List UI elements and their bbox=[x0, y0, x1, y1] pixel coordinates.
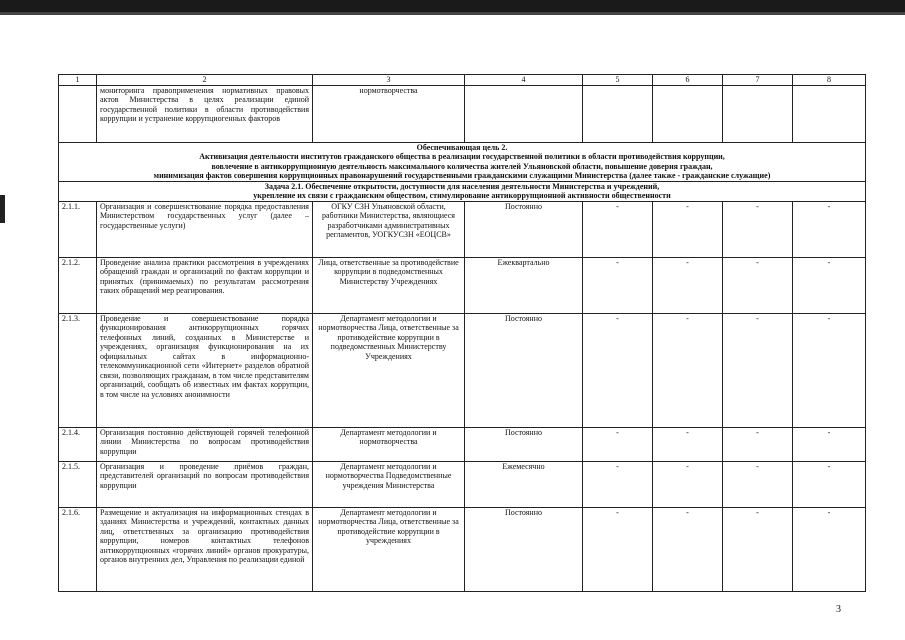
goal-row bbox=[59, 142, 866, 181]
goal-text-line: вовлечение в антикоррупционную деятельность максимального количества жителей Ульяновской области, повышение доверия граждан, bbox=[211, 161, 713, 171]
task-row bbox=[59, 181, 866, 201]
row-cell-dash: - bbox=[653, 507, 723, 591]
table-row bbox=[59, 427, 866, 461]
row-cell-dash: - bbox=[793, 427, 866, 461]
row-cell-dash: - bbox=[793, 461, 866, 507]
row-responsible: Лица, ответственные за противодействие коррупции в подведомственных Министерству Учреждениях bbox=[313, 257, 465, 313]
scan-top-border-shadow bbox=[0, 12, 905, 15]
row-term bbox=[465, 85, 583, 142]
task-cell bbox=[59, 181, 866, 201]
row-responsible: ОГКУ СЗН Ульяновской области, работники Министерства, являющиеся разработчиками административных регламентов, УОГКУСЗН «ЕОЦСВ» bbox=[313, 201, 465, 257]
header-cell: 5 bbox=[583, 75, 653, 86]
scan-top-border bbox=[0, 0, 905, 12]
row-number: 2.1.5. bbox=[59, 461, 97, 507]
row-responsible: Департамент методологии и нормотворчества Подведомственные учреждения Министерства bbox=[313, 461, 465, 507]
page-number: 3 bbox=[836, 604, 841, 615]
row-action: Организация постоянно действующей горячей телефонной линии Министерства по вопросам противодействия коррупции bbox=[97, 427, 313, 461]
row-cell-dash: - bbox=[653, 461, 723, 507]
row-cell-dash: - bbox=[583, 427, 653, 461]
row-cell-dash: - bbox=[793, 257, 866, 313]
row-number: 2.1.2. bbox=[59, 257, 97, 313]
table-header-row bbox=[59, 75, 866, 86]
row-cell-dash: - bbox=[723, 257, 793, 313]
row-cell-dash: - bbox=[653, 257, 723, 313]
row-cell-dash: - bbox=[723, 507, 793, 591]
row-cell-empty bbox=[793, 85, 866, 142]
row-term: Ежемесячно bbox=[465, 461, 583, 507]
header-cell: 8 bbox=[793, 75, 866, 86]
table-row bbox=[59, 257, 866, 313]
row-cell-empty bbox=[723, 85, 793, 142]
row-responsible: Департамент методологии и нормотворчества Лица, ответственные за противодействие коррупции в подведомственных Министерству Учреждениях bbox=[313, 313, 465, 427]
row-cell-dash: - bbox=[583, 257, 653, 313]
header-cell: 4 bbox=[465, 75, 583, 86]
row-term: Постоянно bbox=[465, 313, 583, 427]
row-number: 2.1.4. bbox=[59, 427, 97, 461]
row-cell-dash: - bbox=[583, 507, 653, 591]
row-cell-dash: - bbox=[723, 427, 793, 461]
row-cell-empty bbox=[583, 85, 653, 142]
header-cell: 6 bbox=[653, 75, 723, 86]
row-cell-dash: - bbox=[583, 313, 653, 427]
row-term: Постоянно bbox=[465, 507, 583, 591]
table-row-continued bbox=[59, 85, 866, 142]
row-term: Постоянно bbox=[465, 427, 583, 461]
row-number: 2.1.3. bbox=[59, 313, 97, 427]
task-title: Задача 2.1. Обеспечение открытости, доступности для населения деятельности Министерства и учреждений, bbox=[264, 181, 660, 191]
row-number bbox=[59, 85, 97, 142]
row-cell-dash: - bbox=[723, 313, 793, 427]
row-number: 2.1.1. bbox=[59, 201, 97, 257]
row-cell-dash: - bbox=[583, 461, 653, 507]
goal-text-line: Активизация деятельности институтов гражданского общества в реализации государственной политики в области противодействия коррупции, bbox=[199, 152, 725, 161]
row-cell-empty bbox=[653, 85, 723, 142]
row-cell-dash: - bbox=[653, 427, 723, 461]
table-row bbox=[59, 313, 866, 427]
row-cell-dash: - bbox=[793, 507, 866, 591]
row-cell-dash: - bbox=[723, 201, 793, 257]
row-cell-dash: - bbox=[583, 201, 653, 257]
table-row bbox=[59, 507, 866, 591]
row-cell-dash: - bbox=[653, 313, 723, 427]
row-responsible: нормотворчества bbox=[313, 85, 465, 142]
row-term: Постоянно bbox=[465, 201, 583, 257]
table-row bbox=[59, 201, 866, 257]
row-term: Ежеквартально bbox=[465, 257, 583, 313]
row-responsible: Департамент методологии и нормотворчества Лица, ответственные за противодействие коррупции в учреждениях bbox=[313, 507, 465, 591]
row-action: Проведение анализа практики рассмотрения в учреждениях обращений граждан и организаций по фактам коррупции и принятых (принимаемых) по результатам рассмотрения таких обращений мер реагирования. bbox=[97, 257, 313, 313]
goal-title: Обеспечивающая цель 2. bbox=[416, 142, 508, 152]
row-cell-dash: - bbox=[793, 313, 866, 427]
scan-edge-mark bbox=[0, 195, 5, 223]
goal-cell bbox=[59, 142, 866, 181]
header-cell: 7 bbox=[723, 75, 793, 86]
row-action: мониторинга правоприменения нормативных правовых актов Министерства в целях реализации единой государственной политики в области противодействия коррупции и устранение коррупциогенных факторов bbox=[97, 85, 313, 142]
header-cell: 2 bbox=[97, 75, 313, 86]
row-cell-dash: - bbox=[723, 461, 793, 507]
task-text-line: укрепление их связи с гражданским обществом, стимулирование антикоррупционной активности общественности bbox=[253, 191, 671, 200]
row-action: Проведение и совершенствование порядка функционирования антикоррупционных горячих телефонных линий, созданных в Министерстве и учреждениях, организация функционирования на их официальных сайтах в информационно-телекоммуникационной сети «Интернет» разделов обратной связи, позволяющих гражданам, в том числе представителям организаций, сообщать об известных им фактах коррупции, в том числе на условиях анонимности bbox=[97, 313, 313, 427]
table-row bbox=[59, 461, 866, 507]
goal-text-line: минимизация фактов совершения коррупционных правонарушений государственными гражданскими служащими Министерства (далее также - гражданские служащие) bbox=[153, 171, 771, 180]
row-cell-dash: - bbox=[793, 201, 866, 257]
measures-table bbox=[58, 74, 866, 592]
row-cell-dash: - bbox=[653, 201, 723, 257]
row-action: Организация и совершенствование порядка предоставления Министерством государственных услуг (далее – государственные услуги) bbox=[97, 201, 313, 257]
header-cell: 1 bbox=[59, 75, 97, 86]
row-action: Организация и проведение приёмов граждан, представителей организаций по вопросам противодействия коррупции bbox=[97, 461, 313, 507]
row-responsible: Департамент методологии и нормотворчества bbox=[313, 427, 465, 461]
row-action: Размещение и актуализация на информационных стендах в зданиях Министерства и учреждений, контактных данных лиц, ответственных за организацию противодействия коррупции, номеров контактных телефонов антикоррупционных «горячих линий» органов прокуратуры, органов внутренних дел, Управления по реализации единой bbox=[97, 507, 313, 591]
header-cell: 3 bbox=[313, 75, 465, 86]
row-number: 2.1.6. bbox=[59, 507, 97, 591]
